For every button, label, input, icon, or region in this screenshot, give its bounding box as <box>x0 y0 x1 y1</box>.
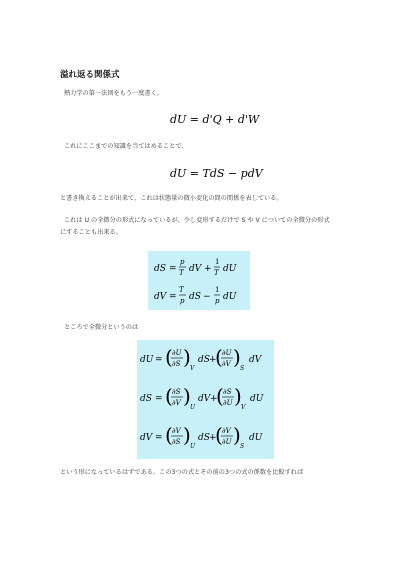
svg-text:1: 1 <box>215 286 220 294</box>
svg-text:dV: dV <box>140 433 153 443</box>
paragraph-first-law-intro: 熱力学の第一法則をもう一度書く。 <box>64 90 163 97</box>
svg-text:=: = <box>155 355 163 365</box>
svg-text:∂V: ∂V <box>172 399 181 407</box>
section-heading: 溢れ返る関係式 <box>60 70 120 80</box>
equation-block-partials <box>137 340 274 459</box>
svg-text:): ) <box>183 345 191 369</box>
equation-block-ds-dv <box>148 251 250 310</box>
equation-tds: dU = TdS − pdV <box>170 167 263 180</box>
svg-text:V: V <box>190 365 195 372</box>
paragraph-total-differential-intro: ところで全微分というのは <box>64 324 139 331</box>
svg-text:(: ( <box>165 345 173 369</box>
svg-text:): ) <box>183 384 191 408</box>
svg-text:=: = <box>155 433 163 443</box>
svg-text:): ) <box>233 345 241 369</box>
svg-text:∂U: ∂U <box>222 438 232 446</box>
svg-text:∂U: ∂U <box>172 349 182 357</box>
svg-text:): ) <box>234 384 242 408</box>
svg-text:dV: dV <box>249 355 262 365</box>
svg-text:): ) <box>183 423 191 447</box>
paragraph-rewrite: と書き換えることが出来て、これは状態量の微小変化の間の関係を表している。 <box>60 195 283 202</box>
svg-text:U: U <box>190 404 196 411</box>
svg-text:∂S: ∂S <box>223 388 232 396</box>
svg-text:∂S: ∂S <box>172 438 181 446</box>
svg-text:p: p <box>180 297 185 305</box>
svg-text:∂U: ∂U <box>222 349 232 357</box>
svg-text:T: T <box>179 286 184 294</box>
svg-text:dS: dS <box>198 433 210 443</box>
svg-text:dV: dV <box>198 394 211 404</box>
svg-text:=: = <box>169 292 177 302</box>
svg-text:S: S <box>240 443 245 450</box>
svg-text:(: ( <box>216 384 224 408</box>
svg-text:T: T <box>214 269 219 277</box>
svg-text:dS: dS <box>140 394 152 404</box>
svg-text:dU: dU <box>223 264 237 274</box>
svg-text:∂S: ∂S <box>172 388 181 396</box>
svg-text:dU: dU <box>249 433 263 443</box>
svg-text:(: ( <box>215 423 223 447</box>
paragraph-total-differential-a: これは U の全微分の形式になっているが、少し変形するだけで S や V についての全微分の形式 <box>64 217 330 224</box>
svg-text:dU: dU <box>223 292 237 302</box>
svg-text:dV: dV <box>154 292 167 302</box>
svg-text:(: ( <box>215 345 223 369</box>
svg-text:∂S: ∂S <box>172 360 181 368</box>
svg-text:−: − <box>203 292 211 302</box>
paragraph-total-differential-b: にすることも出来る。 <box>60 229 122 236</box>
svg-text:V: V <box>241 404 246 411</box>
equation-first-law: dU = d'Q + d'W <box>170 113 260 126</box>
svg-text:∂U: ∂U <box>223 399 233 407</box>
svg-text:∂V: ∂V <box>222 427 231 435</box>
svg-text:+: + <box>210 394 218 404</box>
paragraph-apply-knowledge: これにここまでの知識を当てはめることで、 <box>64 143 188 150</box>
svg-text:T: T <box>179 269 184 277</box>
svg-text:(: ( <box>165 384 173 408</box>
svg-text:U: U <box>190 443 196 450</box>
paragraph-compare-coefficients: という形になっているはずである。この3つの式とその前の3つの式の係数を比較すれば <box>60 469 304 476</box>
svg-text:∂V: ∂V <box>222 360 231 368</box>
svg-text:(: ( <box>165 423 173 447</box>
svg-text:dS: dS <box>198 355 210 365</box>
svg-text:dU: dU <box>250 394 264 404</box>
svg-text:dS: dS <box>189 292 201 302</box>
svg-text:dV: dV <box>189 264 202 274</box>
svg-text:+: + <box>204 264 212 274</box>
svg-text:dU: dU <box>140 355 154 365</box>
svg-text:=: = <box>169 264 177 274</box>
svg-text:1: 1 <box>215 258 220 266</box>
svg-text:+: + <box>209 433 217 443</box>
svg-text:+: + <box>209 355 217 365</box>
svg-text:p: p <box>215 297 220 305</box>
svg-text:∂V: ∂V <box>172 427 181 435</box>
svg-text:=: = <box>155 394 163 404</box>
svg-text:S: S <box>240 365 245 372</box>
svg-text:): ) <box>233 423 241 447</box>
svg-text:p: p <box>180 258 185 266</box>
svg-text:dS: dS <box>154 264 166 274</box>
